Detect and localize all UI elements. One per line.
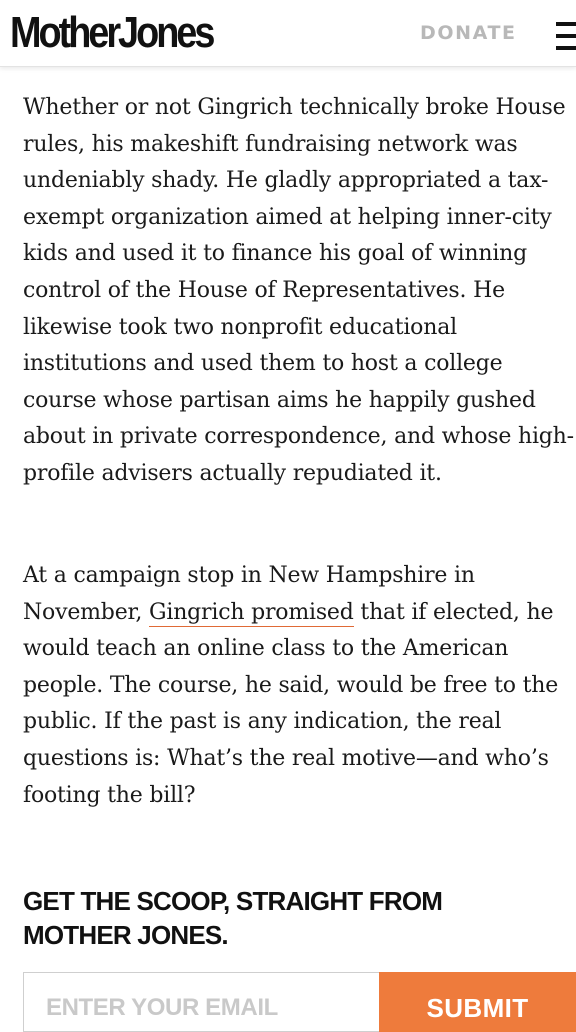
hamburger-menu-icon[interactable] [556,20,576,52]
paragraph-text: At a campaign stop in New Hampshire in November, [23,563,475,625]
paragraph-text: that if elected, he would teach an online class to the American people. The course, he said, would be free to the public. If the past is any indication, the real questions is: What’s the real motive—and who’s footing the bill? [23,599,559,808]
newsletter-heading: GET THE SCOOP, STRAIGHT FROM MOTHER JONES. [23,886,443,950]
gingrich-promised-link[interactable]: Gingrich promised [149,599,354,625]
site-logo[interactable]: MotherJones [10,8,213,57]
email-input[interactable] [23,972,379,1032]
article-paragraph [23,558,576,814]
site-header [0,0,576,67]
donate-button[interactable]: DONATE [420,22,517,44]
submit-button[interactable]: SUBMIT [379,972,576,1032]
article-paragraph: Whether or not Gingrich technically broke House rules, his makeshift fundraising network was undeniably shady. He gladly appropriated a tax-exempt organization aimed at helping inner-city kids and used it to finance his goal of winning control of the House of Representatives. He likewise took two nonprofit educational institutions and used them to host a college course whose partisan aims he happily gushed about in private correspondence, and whose high-profile advisers actually repudiated it. [23,95,574,486]
